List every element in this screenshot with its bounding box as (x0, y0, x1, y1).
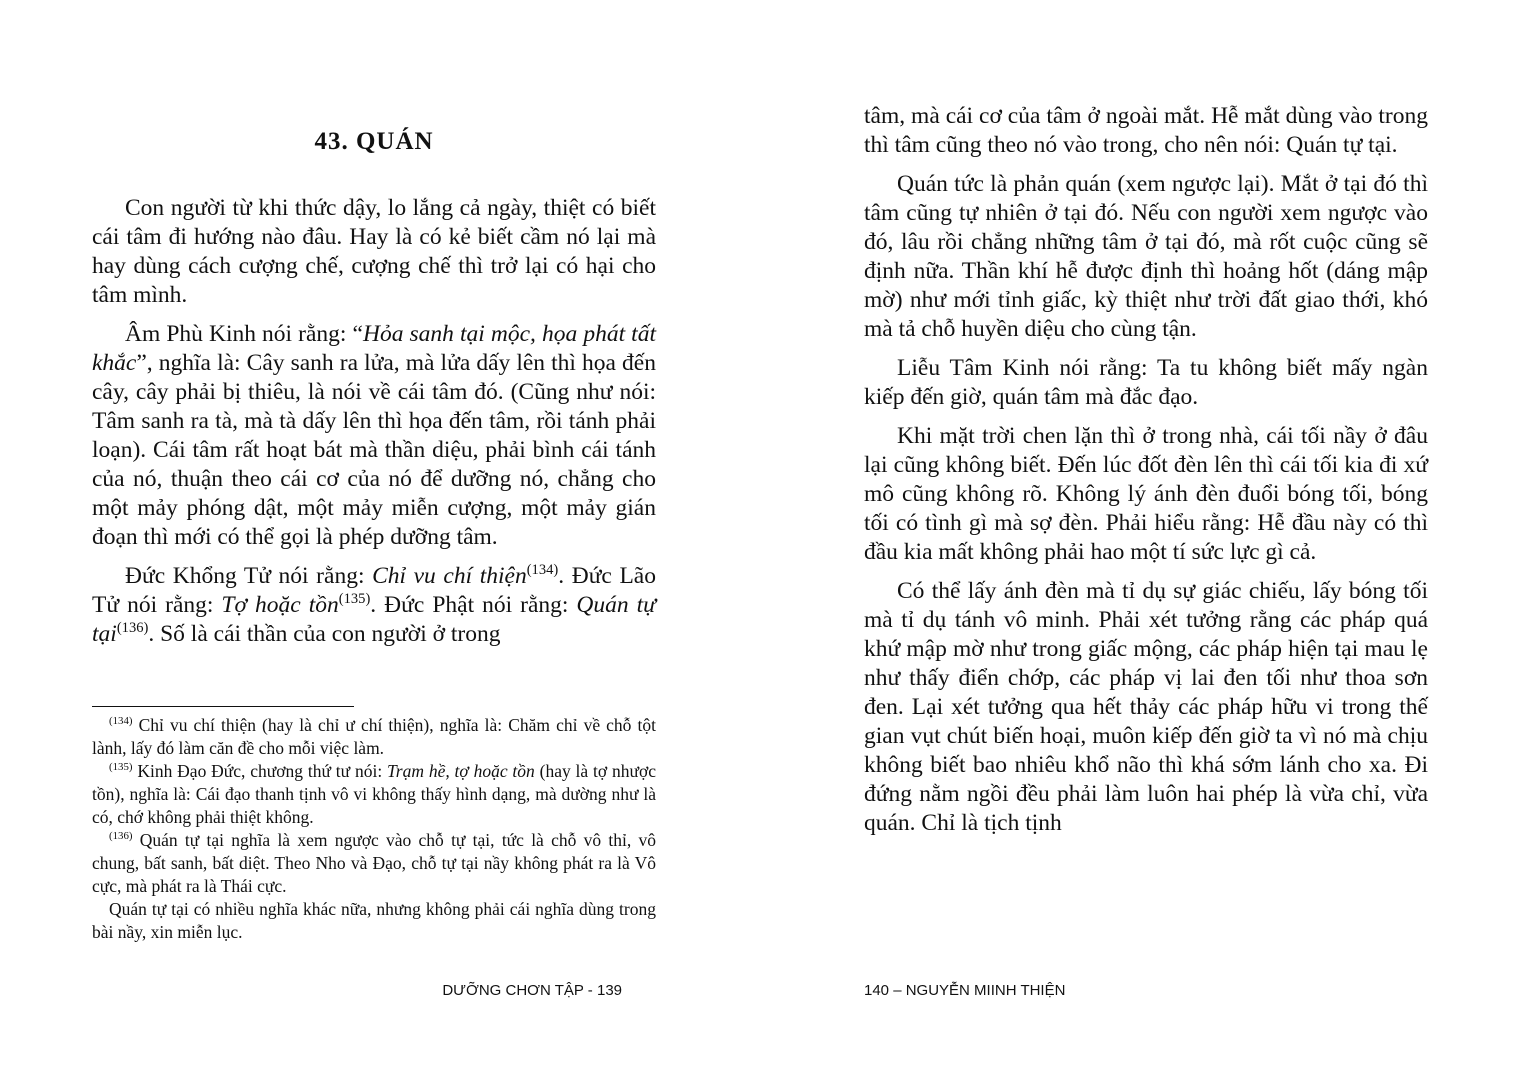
quote-italic: Hỏa sanh tại mộc, họa phát tất khắc (92, 321, 656, 376)
left-page (92, 0, 656, 1076)
page-footer: DƯỠNG CHƠN TẬP - 139 (442, 982, 622, 999)
footnote-number: (135) (109, 761, 133, 774)
footnote (92, 760, 656, 829)
left-body-text (92, 194, 656, 659)
footnote-ref: (135) (338, 591, 371, 608)
footnote: Quán tự tại có nhiều nghĩa khác nữa, nhưng không phải cái nghĩa dùng trong bài nầy, xin miễn lục. (92, 899, 656, 942)
text-run: Âm Phù Kinh nói rằng: “ (125, 321, 363, 347)
footnote-number: (136) (109, 830, 133, 843)
chapter-title: 43. QUÁN (314, 128, 434, 155)
footnote-ref: (136) (116, 620, 149, 637)
footnote-text: Quán tự tại nghĩa là xem ngược vào chỗ tự tại, tức là chỗ vô thỉ, vô chung, bất sanh, bất diệt. Theo Nho và Đạo, chỗ tự tại nầy không phát ra là Vô cực, mà phát ra là Thái cực. (92, 830, 656, 896)
text-run: Đức Khổng Tử nói rằng: (125, 563, 373, 589)
footnote-number: (134) (109, 715, 133, 728)
right-body-text (864, 102, 1428, 848)
text-run: ”, nghĩa là: Cây sanh ra lửa, mà lửa dấy lên thì họa đến cây, cây phải bị thiêu, là nói về cái tâm đó. (Cũng như nói: Tâm sanh ra tà, mà tà dấy lên thì họa đến tâm, rồi tánh phải loạn). Cái tâm rất hoạt bát mà thần diệu, phải bình cái tánh của nó, thuận theo cái cơ của nó để dưỡng nó, chẳng cho một mảy phóng dật, một mảy miễn cượng, một mảy gián đoạn thì mới có thể gọi là phép dưỡng tâm. (92, 350, 656, 550)
paragraph: Có thể lấy ánh đèn mà tỉ dụ sự giác chiếu, lấy bóng tối mà tỉ dụ tánh vô minh. Phải xét tưởng rằng các pháp quá khứ mập mờ như trong giấc mộng, các pháp hiện tại mau lẹ như thấy điển chớp, các pháp vị lai đen tối như thoa sơn đen. Lại xét tưởng qua hết thảy các pháp hữu vi trong thế gian vụt chút biến hoại, muôn kiếp đến giờ ta vì nó mà chịu không biết bao nhiêu khổ não thì khá sớm lánh cho xa. Đi đứng nằm ngồi đều phải làm luôn hai phép là vừa chỉ, vừa quán. Chỉ là tịch tịnh (864, 578, 1428, 836)
paragraph: tâm, mà cái cơ của tâm ở ngoài mắt. Hễ mắt dùng vào trong thì tâm cũng theo nó vào trong, cho nên nói: Quán tự tại. (864, 103, 1428, 158)
quote-italic: Tợ hoặc tồn (221, 592, 339, 618)
quote-italic: Trạm hề, tợ hoặc tồn (387, 761, 535, 781)
quote-italic: Quán tự tại (92, 592, 656, 647)
paragraph (92, 562, 656, 649)
paragraph: Liễu Tâm Kinh nói rằng: Ta tu không biết mấy ngàn kiếp đến giờ, quán tâm mà đắc đạo. (864, 355, 1428, 410)
text-run: . Đức Phật nói rằng: (370, 592, 577, 618)
paragraph: Khi mặt trời chen lặn thì ở trong nhà, cái tối nầy ở đâu lại cũng không biết. Đến lúc đốt đèn lên thì cái tối kia đi xứ mô cũng không rõ. Không lý ánh đèn đuổi bóng tối, bóng tối có tình gì mà sợ đèn. Phải hiểu rằng: Hễ đầu này có thì đầu kia mất không phải hao một tí sức lực gì cả. (864, 423, 1428, 565)
footnote-text: Chỉ vu chí thiện (hay là chỉ ư chí thiện), nghĩa là: Chăm chỉ về chỗ tột lành, lấy đó làm căn đề cho mỗi việc làm. (92, 715, 656, 758)
paragraph: Quán tức là phản quán (xem ngược lại). Mắt ở tại đó thì tâm cũng tự nhiên ở tại đó. Nếu con người xem ngược vào đó, lâu rồi chẳng những tâm ở tại đó, mà rốt cuộc cũng sẽ định nữa. Thần khí hễ được định thì hoảng hốt (dáng mập mờ) như mới tỉnh giấc, kỳ thiệt như trời đất giao thới, khó mà tả chỗ huyền diệu cho cùng tận. (864, 171, 1428, 342)
paragraph: Con người từ khi thức dậy, lo lắng cả ngày, thiệt có biết cái tâm đi hướng nào đâu. Hay là có kẻ biết cầm nó lại mà hay dùng cách cượng chế, cượng chế thì trở lại có hại cho tâm mình. (92, 195, 656, 308)
footnote-ref: (134) (526, 562, 559, 579)
paragraph (92, 320, 656, 552)
footnote-text: (hay là tợ nhược tồn), nghĩa là: Cái đạo thanh tịnh vô vi không thấy hình dạng, mà dường như là có, chớ không phải thiệt không. (92, 761, 656, 827)
right-page (864, 0, 1428, 1076)
footnote (92, 714, 656, 760)
page-footer: 140 – NGUYỄN MIINH THIỆN (864, 982, 1066, 999)
quote-italic: Chỉ vu chí thiện (372, 563, 527, 589)
footnotes (92, 714, 656, 944)
text-run: . Đức Lão Tử nói rằng: (92, 563, 656, 618)
footnote (92, 829, 656, 898)
footnote-text: Kinh Đạo Đức, chương thứ tư nói: (132, 761, 388, 781)
footnote-divider (92, 706, 354, 707)
text-run: . Số là cái thần của con người ở trong (148, 621, 501, 647)
